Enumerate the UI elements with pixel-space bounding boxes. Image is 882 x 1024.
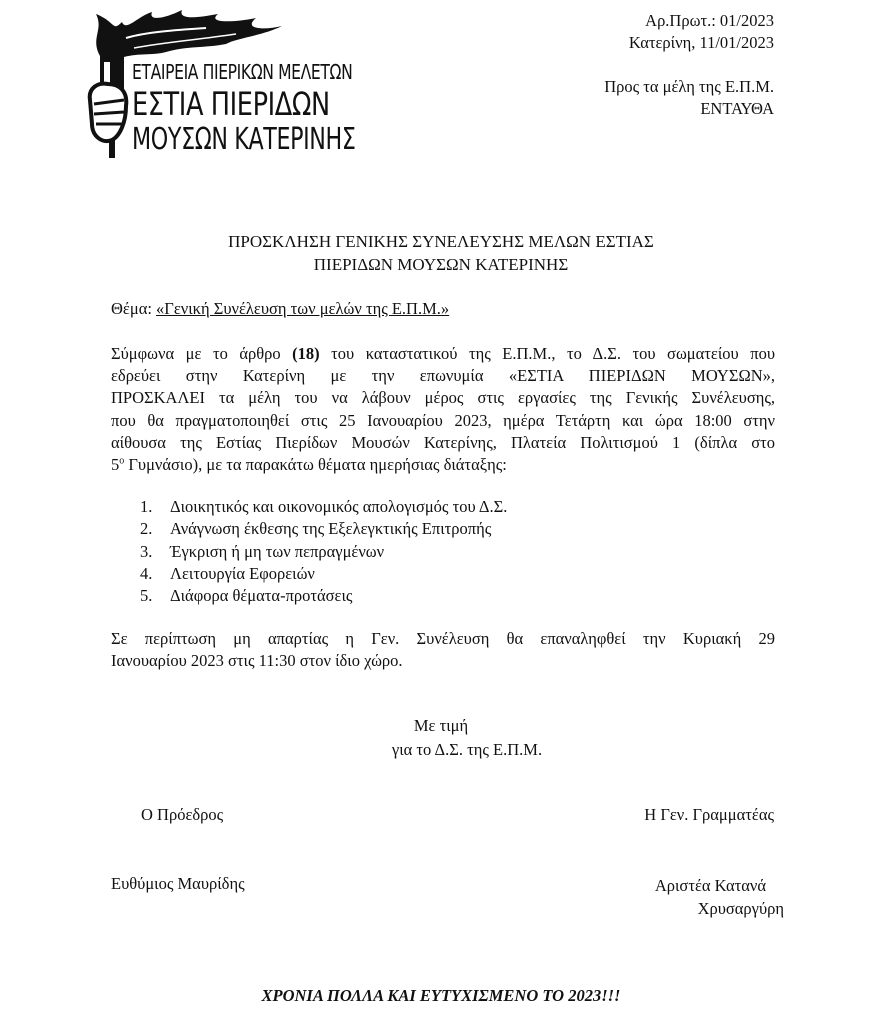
secretary-name-line2: Χρυσαργύρη	[697, 899, 784, 918]
agenda-text: Διάφορα θέματα-προτάσεις	[170, 586, 353, 606]
ordinal-superscript: ο	[119, 455, 125, 467]
agenda-item	[140, 585, 507, 607]
article-number: (18)	[292, 344, 320, 363]
agenda-text: Ανάγνωση έκθεσης της Εξελεγκτικής Επιτροπής	[170, 519, 492, 539]
title-line2: ΠΙΕΡΙΔΩΝ ΜΟΥΣΩΝ ΚΑΤΕΡΙΝΗΣ	[313, 255, 569, 274]
place-date: Κατερίνη, 11/01/2023	[628, 33, 774, 52]
paragraph-line: Ιανουαρίου 2023 στις 11:30 στον ίδιο χώρο.	[111, 651, 403, 671]
agenda-item	[140, 518, 507, 540]
subject-text: «Γενική Συνέλευση των μελών της Ε.Π.Μ.»	[156, 299, 450, 318]
logo-text-line3: ΜΟΥΣΩΝ ΚΑΤΕΡΙΝΗΣ	[132, 122, 356, 157]
agenda-item	[140, 496, 507, 518]
agenda-item	[140, 563, 507, 585]
logo-text-line1: ΕΤΑΙΡΕΙΑ ΠΙΕΡΙΚΩΝ ΜΕΛΕΤΩΝ	[132, 60, 353, 84]
paragraph-line: που θα πραγματοποιηθεί στις 25 Ιανουαρίου 2023, ημέρα Τετάρτη και ώρα 18:00 στην	[111, 410, 775, 430]
recipient: Προς τα μέλη της Ε.Π.Μ.	[604, 77, 774, 96]
agenda-list	[140, 496, 507, 607]
paragraph-line: ΠΡΟΣΚΑΛΕΙ τα μέλη του να λάβουν μέρος στις εργασίες της Γενικής Συνέλευσης,	[111, 388, 775, 408]
subject-label: Θέμα:	[111, 299, 152, 318]
agenda-number: 4.	[140, 563, 153, 583]
closing-greeting: Με τιμή	[413, 716, 469, 735]
paragraph-line: αίθουσα της Εστίας Πιερίδων Μουσών Κατερίνης, Πλατεία Πολιτισμού 1 (δίπλα στο	[111, 432, 775, 452]
recipient-place: ΕΝΤΑΥΘΑ	[700, 99, 774, 118]
paragraph-line: Σε περίπτωση μη απαρτίας η Γεν. Συνέλευση θα επαναληφθεί την Κυριακή 29	[111, 629, 775, 648]
paragraph-line	[111, 454, 775, 476]
new-year-wish: ΧΡΟΝΙΑ ΠΟΛΛΑ ΚΑΙ ΕΥΤΥΧΙΣΜΕΝΟ ΤΟ 2023!!!	[261, 986, 621, 1005]
agenda-text: Λειτουργία Εφορειών	[170, 563, 315, 583]
agenda-number: 2.	[140, 519, 153, 539]
agenda-text: Έγκριση ή μη των πεπραγμένων	[170, 541, 385, 561]
agenda-number: 1.	[140, 497, 153, 516]
secretary-name	[654, 874, 784, 920]
logo-text-line2: ΕΣΤΙΑ ΠΙΕΡΙΔΩΝ	[132, 85, 330, 123]
closing-on-behalf: για το Δ.Σ. της Ε.Π.Μ.	[391, 740, 543, 759]
protocol-block	[629, 10, 774, 54]
secretary-name-line1: Αριστέα Κατανά	[654, 876, 766, 895]
paragraph-line	[111, 343, 775, 365]
protocol-number: Αρ.Πρωτ.: 01/2023	[645, 11, 774, 30]
president-title: Ο Πρόεδρος	[141, 805, 224, 824]
secretary-title: Η Γεν. Γραμματέας	[644, 805, 774, 824]
text-fragment: του καταστατικού της Ε.Π.Μ., το Δ.Σ. του σωματείου που	[319, 344, 775, 363]
agenda-item	[140, 541, 507, 563]
organization-logo	[86, 8, 396, 158]
agenda-number: 3.	[140, 541, 153, 561]
paragraph-line: εδρεύει στην Κατερίνη με την επωνυμία «ΕΣΤΙΑ ΠΙΕΡΙΔΩΝ ΜΟΥΣΩΝ»,	[111, 366, 775, 386]
recipient-block	[604, 76, 774, 120]
text-fragment: Σύμφωνα με το άρθρο	[111, 344, 293, 363]
document-title	[0, 230, 882, 276]
text-fragment: Γυμνάσιο), με τα παρακάτω θέματα ημερήσιας διάταξης:	[124, 455, 507, 475]
agenda-text: Διοικητικός και οικονομικός απολογισμός του Δ.Σ.	[170, 497, 508, 516]
subject-line	[111, 299, 449, 319]
invitation-paragraph	[111, 343, 775, 476]
president-name: Ευθύμιος Μαυρίδης	[111, 874, 245, 893]
agenda-number: 5.	[140, 586, 153, 606]
text-fragment: 5	[111, 455, 120, 475]
title-line1: ΠΡΟΣΚΛΗΣΗ ΓΕΝΙΚΗΣ ΣΥΝΕΛΕΥΣΗΣ ΜΕΛΩΝ ΕΣΤΙΑΣ	[228, 232, 654, 251]
quorum-paragraph	[111, 628, 775, 672]
